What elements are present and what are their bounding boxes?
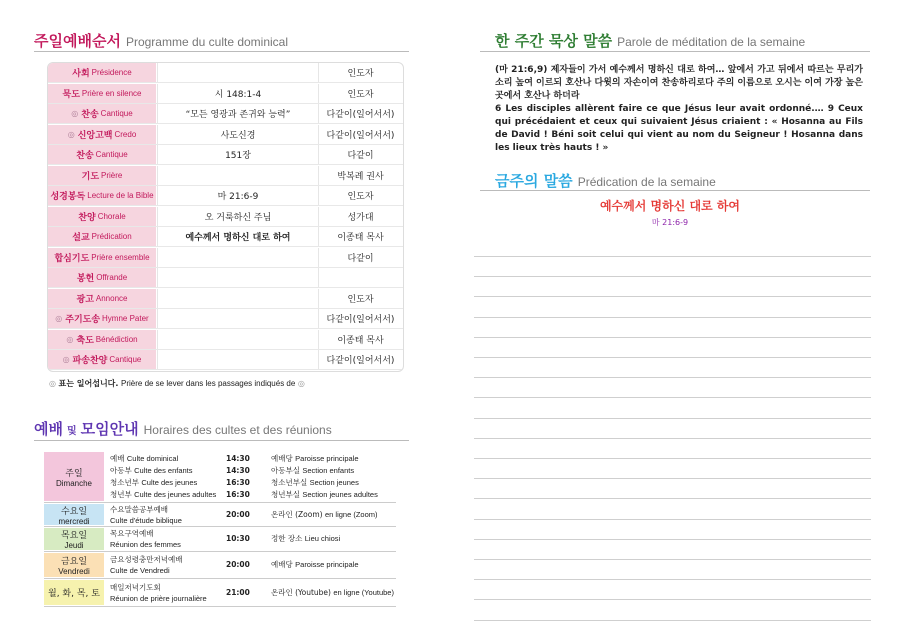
schedule-place-fr: en ligne (Zoom) (324, 509, 378, 519)
service-leader: 인도자 (347, 294, 374, 305)
schedule-event (110, 489, 216, 500)
service-label (48, 207, 156, 226)
schedule-time: 16:30 (226, 478, 250, 487)
sermon-title: 예수께서 명하신 대로 하여 (599, 199, 741, 213)
service-row (48, 268, 403, 288)
note-line (474, 620, 871, 621)
service-row (48, 309, 403, 329)
service-label-ko: 광고 (76, 294, 94, 305)
service-label-fr: Chorale (97, 211, 126, 221)
service-label (48, 350, 156, 369)
schedule-day-ko: 월, 화, 목, 토 (48, 589, 100, 599)
note-line (474, 418, 871, 419)
service-label-fr: Cantique (95, 150, 128, 159)
service-leader: 다같이(일어서서) (326, 130, 395, 141)
standing-marker-icon: ◎ (55, 314, 63, 323)
service-row (48, 125, 403, 145)
service-label-fr: Annonce (95, 293, 128, 303)
service-label-ko: 봉헌 (76, 274, 95, 284)
service-label-fr: Hymne Pater (102, 314, 149, 323)
schedule-event-fr: Culte dominical (126, 454, 179, 463)
schedule-time: 14:30 (226, 454, 250, 463)
sermon-reference: 마 21:6-9 (651, 218, 689, 227)
note-line (474, 276, 871, 277)
schedule-event-fr: Culte des jeunes (141, 478, 198, 487)
schedule-place-ko: 아동부실 (271, 466, 300, 475)
meditation-text (495, 64, 863, 155)
schedule-place (271, 453, 359, 464)
service-label-fr: Offrande (96, 273, 128, 282)
standing-marker-icon: ◎ (71, 109, 79, 118)
note-line (474, 539, 871, 540)
schedule-place-ko: 정한 장소 (271, 534, 303, 543)
schedule-event (110, 465, 193, 476)
meditation-title-rule (480, 51, 870, 52)
schedule-event (110, 554, 182, 576)
meditation-title-fr: Parole de méditation de la semaine (617, 35, 806, 49)
schedule-event-ko: 아동부 (110, 466, 132, 475)
note-line (474, 317, 871, 318)
order-title-rule (34, 51, 409, 52)
service-label-ko: 주기도송 (65, 315, 101, 325)
schedule-time: 16:30 (226, 490, 250, 499)
schedule-separator (44, 526, 396, 527)
sermon-section-title (495, 170, 716, 191)
service-label-fr: Cantique (100, 109, 133, 118)
schedule-time: 20:00 (226, 560, 250, 569)
schedule-day-ko: 목요일 (60, 531, 88, 541)
schedule-title-fr: Horaires des cultes et des réunions (143, 423, 332, 437)
schedule-day-ko: 금요일 (60, 557, 88, 567)
sermon-section-title-ko: 금주의 말씀 (495, 172, 573, 190)
service-row (48, 227, 403, 247)
service-content (157, 63, 319, 82)
schedule-event (110, 582, 207, 604)
service-label-ko: 파송찬양 (72, 356, 108, 366)
schedule-title-ko-a: 예배 (34, 420, 63, 438)
note-line (474, 337, 871, 338)
schedule-day-fr: Jeudi (64, 541, 84, 550)
schedule-event-fr: Culte des jeunes adultes (134, 490, 217, 499)
service-label-ko: 합심기도 (54, 253, 90, 264)
note-line (474, 478, 871, 479)
service-leader: 인도자 (347, 89, 374, 100)
service-leader: 다같이(일어서서) (326, 315, 395, 325)
meditation-text-ko: (마 21:6,9) 제자들이 가서 예수께서 명하신 대로 하여… 앞에서 가고 뒤에서 따르는 무리가 소리 높여 이르되 호산나 다윗의 자손이여 찬송하리로다 주의 이름으로 오시는 이여 가장 높은 곳에서 호산나 하더라 (495, 65, 863, 101)
schedule-place-fr: Section enfants (302, 466, 355, 475)
service-label-fr: Prédication (91, 232, 132, 241)
service-content: 예수께서 명하신 대로 하여 (157, 227, 319, 246)
meditation-title (495, 30, 805, 51)
schedule-separator (44, 578, 396, 579)
service-row (48, 84, 403, 104)
service-content (157, 350, 319, 369)
note-line (474, 599, 871, 600)
standing-marker-icon: ◎ (49, 379, 56, 388)
note-line (474, 498, 871, 499)
schedule-day (44, 504, 104, 525)
service-label-fr: Prière ensemble (91, 252, 150, 262)
schedule-place-ko: 예배당 (271, 454, 293, 463)
schedule-place-ko: 청년부실 (271, 490, 300, 499)
service-label-ko: 신앙고백 (77, 130, 113, 141)
service-content (157, 268, 319, 287)
service-leader: 다같이(일어서서) (326, 110, 395, 120)
service-content (157, 289, 319, 308)
schedule-event-fr: Réunion des femmes (110, 540, 181, 549)
service-label (48, 289, 156, 308)
service-content (157, 166, 319, 185)
note-line (474, 519, 871, 520)
schedule-event (110, 504, 182, 526)
service-label-ko: 설교 (72, 233, 90, 243)
service-label (48, 84, 156, 103)
schedule-place (271, 509, 378, 520)
service-content: 시 148:1-4 (157, 84, 319, 103)
schedule-time: 21:00 (226, 587, 250, 597)
schedule-place (271, 465, 354, 476)
service-label-ko: 묵도 (62, 89, 80, 100)
schedule-day-fr: Vendredi (58, 567, 90, 576)
service-label (48, 145, 156, 164)
schedule-place-ko: 예배당 (271, 560, 293, 569)
schedule-place-fr: Paroisse principale (295, 454, 359, 463)
service-content (157, 248, 319, 267)
note-line (474, 296, 871, 297)
schedule-day (44, 553, 104, 577)
note-line (474, 579, 871, 580)
schedule-title (34, 418, 332, 439)
schedule-event-fr: Culte d'étude biblique (110, 515, 182, 525)
service-leader: 이종태 목사 (337, 335, 384, 346)
schedule-place-fr: en ligne (Youtube) (333, 587, 394, 597)
schedule-event-ko: 수요말씀공부예배 (110, 504, 168, 514)
schedule-place-fr: Paroisse principale (295, 560, 359, 569)
standing-marker-end-icon: ◎ (297, 379, 305, 388)
standing-note-fr: Prière de se lever dans les passages indiqués de (121, 379, 296, 388)
schedule-place-fr: Section jeunes (309, 478, 359, 487)
schedule-event (110, 528, 181, 550)
service-leader: 인도자 (347, 69, 374, 79)
service-label (48, 330, 156, 349)
schedule-event-fr: Culte de Vendredi (110, 566, 170, 575)
note-line (474, 458, 871, 459)
service-leader: 박복례 권사 (337, 171, 384, 182)
service-leader (318, 268, 403, 287)
schedule-place (271, 559, 359, 570)
note-line (474, 256, 871, 257)
service-leader: 다같이 (347, 253, 374, 264)
service-label-ko: 사회 (72, 69, 90, 79)
service-label-ko: 찬양 (78, 212, 96, 223)
schedule-event-ko: 금요성령충만저녁예배 (110, 555, 183, 564)
order-of-service-table (47, 62, 404, 372)
service-label-fr: Credo (114, 129, 137, 139)
service-label-ko: 기도 (81, 171, 100, 182)
service-label (48, 227, 156, 246)
schedule-place (271, 533, 340, 544)
service-leader: 이종태 목사 (337, 233, 384, 243)
service-label (48, 63, 156, 82)
schedule-day (44, 528, 104, 550)
service-content (157, 330, 319, 349)
service-content: “모든 영광과 존귀와 능력” (157, 104, 319, 123)
schedule-place (271, 489, 378, 500)
service-label-ko: 성경봉독 (50, 192, 86, 202)
service-label (48, 268, 156, 287)
service-content: 사도신경 (157, 125, 319, 144)
schedule-place-fr: Lieu chiosi (304, 534, 341, 543)
schedule-day-fr: mercredi (58, 516, 90, 526)
service-row (48, 166, 403, 186)
schedule-day (44, 452, 104, 501)
order-title-fr: Programme du culte dominical (125, 35, 289, 49)
standing-marker-icon: ◎ (66, 334, 74, 344)
service-content: 마 21:6-9 (157, 186, 319, 205)
schedule-place (271, 587, 394, 598)
service-leader: 다같이(일어서서) (326, 356, 395, 366)
schedule-day-fr: Dimanche (55, 478, 92, 488)
service-row (48, 145, 403, 165)
note-line (474, 357, 871, 358)
note-line (474, 438, 871, 439)
service-label-fr: Lecture de la Bible (87, 191, 154, 200)
schedule-title-and: 및 (66, 426, 77, 437)
standing-note-ko: 표는 일어섭니다. (58, 379, 119, 388)
schedule-time: 10:30 (226, 534, 250, 543)
service-label (48, 186, 156, 205)
schedule-separator (44, 551, 396, 552)
service-row (48, 350, 403, 370)
note-line (474, 559, 871, 560)
service-label-ko: 축도 (76, 335, 94, 346)
schedule-separator (44, 502, 396, 503)
order-title-ko: 주일예배순서 (34, 32, 121, 50)
schedule-time: 20:00 (226, 509, 250, 519)
service-label (48, 309, 156, 328)
schedule-event-ko: 청소년부 (110, 478, 139, 487)
schedule-place-ko: 온라인 (Zoom) (271, 509, 323, 519)
standing-note (49, 378, 305, 389)
service-label (48, 248, 156, 267)
schedule-day-ko: 주일 (65, 468, 83, 479)
order-of-service-title (34, 30, 288, 51)
schedule-title-rule (34, 440, 409, 441)
schedule-event-ko: 청년부 (110, 490, 132, 499)
service-label-fr: Bénédiction (95, 334, 138, 344)
meditation-text-fr: 6 Les disciples allèrent faire ce que Jésus leur avait ordonné.… 9 Ceux qui précédaient et ceux qui suivaient Jésus criaient : « Hosanna au Fils de David ! Béni soit celui qui vient au nom du Seigneur ! Hosanna dans les lieux très hauts ! » (495, 104, 863, 153)
schedule-event-ko: 예배 (110, 454, 125, 463)
schedule-day (44, 580, 104, 605)
schedule-event (110, 477, 197, 488)
service-label (48, 166, 156, 185)
service-label-fr: Prière (101, 170, 123, 180)
service-label-fr: Prière en silence (81, 88, 142, 98)
schedule-place (271, 477, 359, 488)
service-leader: 성가대 (347, 212, 374, 223)
schedule-event (110, 453, 178, 464)
schedule-separator (44, 606, 396, 607)
service-row (48, 207, 403, 227)
service-label (48, 104, 156, 123)
note-line (474, 377, 871, 378)
schedule-place-fr: Section jeunes adultes (302, 490, 378, 499)
service-content: 151장 (157, 145, 319, 164)
service-label-fr: Présidence (91, 68, 132, 77)
standing-marker-icon: ◎ (62, 355, 70, 364)
schedule-event-ko: 목요구역예배 (110, 529, 154, 538)
schedule-event-fr: Culte des enfants (134, 466, 193, 475)
service-row (48, 330, 403, 350)
service-row (48, 186, 403, 206)
service-row (48, 104, 403, 124)
schedule-event-fr: Réunion de prière journalière (110, 593, 207, 603)
schedule-title-ko-b: 모임안내 (80, 420, 139, 438)
meditation-title-ko: 한 주간 묵상 말씀 (495, 32, 613, 50)
schedule-place-ko: 청소년부실 (271, 478, 308, 487)
schedule-day-ko: 수요일 (60, 506, 88, 517)
service-leader: 인도자 (347, 192, 374, 202)
standing-marker-icon: ◎ (67, 129, 75, 139)
sermon-title-rule (480, 190, 870, 191)
note-line (474, 397, 871, 398)
schedule-place-ko: 온라인 (Youtube) (271, 587, 331, 597)
service-label-fr: Cantique (109, 355, 142, 364)
schedule-time: 14:30 (226, 466, 250, 475)
sermon-section-title-fr: Prédication de la semaine (577, 175, 716, 189)
service-label-ko: 찬송 (81, 110, 99, 120)
service-row (48, 289, 403, 309)
schedule-event-ko: 매일저녁기도회 (110, 582, 161, 592)
service-content: 오 거룩하신 주님 (157, 207, 319, 226)
service-content (157, 309, 319, 328)
service-leader: 다같이 (347, 151, 374, 161)
service-row (48, 63, 403, 83)
service-row (48, 248, 403, 268)
service-label-ko: 찬송 (76, 151, 94, 161)
service-label (48, 125, 156, 144)
